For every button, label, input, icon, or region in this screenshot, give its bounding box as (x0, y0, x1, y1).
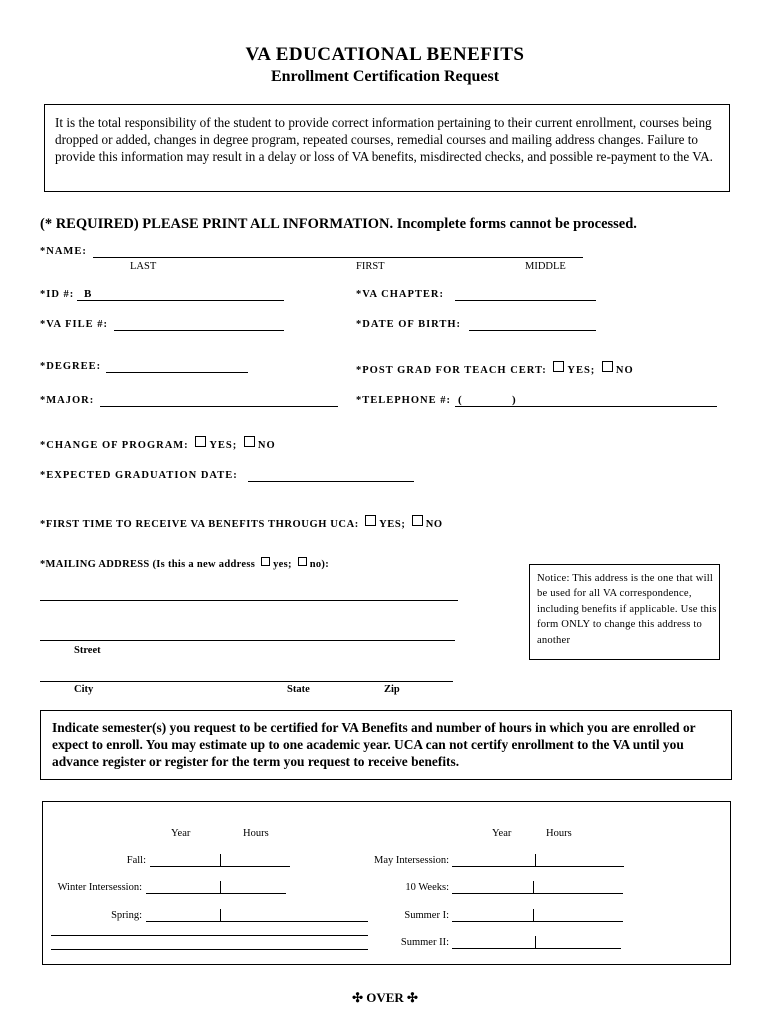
terms-table (42, 801, 731, 965)
first-time-yes-checkbox[interactable] (365, 515, 376, 526)
change-program-row (40, 436, 276, 451)
city-caption: City (74, 684, 94, 695)
extra-line-2[interactable] (51, 949, 368, 950)
mailing-new-no-checkbox[interactable] (298, 557, 307, 566)
zip-caption: Zip (384, 684, 400, 695)
left-hours-header: Hours (243, 828, 269, 839)
change-program-yes-label: YES; (209, 440, 238, 451)
address-line-1-field[interactable] (40, 600, 458, 601)
name-first-caption: FIRST (356, 261, 385, 272)
may-field[interactable] (452, 866, 624, 867)
post-grad-no-label: NO (615, 365, 634, 376)
va-chapter-field[interactable] (455, 300, 596, 301)
mailing-address-label: *MAILING ADDRESS (Is this a new address (40, 559, 256, 570)
telephone-paren-close: ) (512, 394, 516, 406)
fall-field[interactable] (150, 866, 290, 867)
term-label-fall: Fall: (126, 855, 146, 866)
first-time-yes-label: YES; (379, 519, 406, 530)
term-label-summer2: Summer II: (400, 937, 449, 948)
first-time-label: *FIRST TIME TO RECEIVE VA BENEFITS THROUGH UCA: (40, 519, 359, 530)
major-field[interactable] (100, 406, 338, 407)
change-program-yes-checkbox[interactable] (195, 436, 206, 447)
va-file-field[interactable] (114, 330, 284, 331)
term-label-spring: Spring: (111, 910, 142, 921)
summer1-field[interactable] (452, 921, 623, 922)
telephone-field[interactable] (455, 406, 717, 407)
id-field[interactable] (77, 300, 284, 301)
major-label: *MAJOR: (40, 395, 95, 406)
city-state-zip-field[interactable] (40, 681, 453, 682)
spring-field[interactable] (146, 921, 368, 922)
form-title: VA EDUCATIONAL BENEFITS (245, 44, 525, 65)
first-time-no-checkbox[interactable] (412, 515, 423, 526)
change-program-label: *CHANGE OF PROGRAM: (40, 440, 189, 451)
mailing-new-yes-label: yes; (273, 559, 292, 570)
post-grad-label-text: *POST GRAD FOR TEACH CERT: (356, 365, 547, 376)
mailing-new-no-label: no): (309, 559, 330, 570)
post-grad-no-checkbox[interactable] (602, 361, 613, 372)
name-label: *NAME: (40, 246, 87, 257)
name-field[interactable] (93, 257, 583, 258)
dob-field[interactable] (469, 330, 596, 331)
grad-date-label: *EXPECTED GRADUATION DATE: (40, 470, 238, 481)
degree-label: *DEGREE: (40, 361, 102, 372)
id-prefix: B (84, 288, 92, 300)
winter-divider (220, 881, 221, 893)
extra-line-1[interactable] (51, 935, 368, 936)
responsibility-notice-text: It is the total responsibility of the student to provide correct information pertaining to their current enrollment, courses being dropped or added, changes in degree program, repeated courses, remedial courses and mailing address changes. Failure to provide this information may result in a delay or loss of VA benefits, misdirected checks, and possible re-payment to the VA. (55, 115, 713, 164)
summer2-divider (535, 936, 536, 948)
degree-field[interactable] (106, 372, 248, 373)
right-hours-header: Hours (546, 828, 572, 839)
spring-divider (220, 909, 221, 921)
first-time-row (40, 515, 443, 530)
over-footer: ✣ OVER ✣ (352, 990, 418, 1005)
term-label-may: May Intersession: (374, 855, 449, 866)
state-caption: State (287, 684, 310, 695)
telephone-paren-open: ( (458, 394, 462, 406)
dob-label: *DATE OF BIRTH: (356, 319, 462, 330)
left-year-header: Year (171, 828, 191, 839)
winter-field[interactable] (146, 893, 286, 894)
id-label: *ID #: (40, 289, 75, 300)
name-last-caption: LAST (130, 261, 157, 272)
name-middle-caption: MIDDLE (525, 261, 566, 272)
may-divider (535, 854, 536, 866)
ten-weeks-field[interactable] (452, 893, 623, 894)
term-label-winter: Winter Intersession: (57, 882, 142, 893)
va-file-label: *VA FILE #: (40, 319, 108, 330)
va-chapter-label: *VA CHAPTER: (356, 289, 444, 300)
grad-date-field[interactable] (248, 481, 414, 482)
right-year-header: Year (492, 828, 512, 839)
address-notice-text: Notice: This address is the one that will be used for all VA correspondence, including benefits if applicable. Use this form ONLY to change this address to another (537, 573, 717, 646)
fall-divider (220, 854, 221, 866)
ten-weeks-divider (533, 881, 534, 893)
post-grad-yes-checkbox[interactable] (553, 361, 564, 372)
required-instructions: (* REQUIRED) PLEASE PRINT ALL INFORMATION. Incomplete forms cannot be processed. (40, 216, 637, 232)
post-grad-yes-label: YES; (567, 365, 596, 376)
mailing-address-row (40, 557, 329, 570)
street-caption: Street (74, 645, 101, 656)
mailing-new-yes-checkbox[interactable] (261, 557, 270, 566)
term-label-summer1: Summer I: (404, 910, 449, 921)
first-time-no-label: NO (425, 519, 443, 530)
summer2-field[interactable] (452, 948, 621, 949)
term-label-10weeks: 10 Weeks: (405, 882, 449, 893)
semester-notice-text: Indicate semester(s) you request to be certified for VA Benefits and number of hours in which you are enrolled or expect to enroll. You may estimate up to one academic year. UCA can not certify enrollment to the VA until you advance register or register for the term you request to receive benefits. (52, 720, 696, 769)
post-grad-label (356, 361, 634, 376)
summer1-divider (533, 909, 534, 921)
telephone-label: *TELEPHONE #: (356, 395, 451, 406)
address-line-2-field[interactable] (40, 640, 455, 641)
change-program-no-checkbox[interactable] (244, 436, 255, 447)
change-program-no-label: NO (257, 440, 276, 451)
form-subtitle: Enrollment Certification Request (270, 68, 500, 85)
